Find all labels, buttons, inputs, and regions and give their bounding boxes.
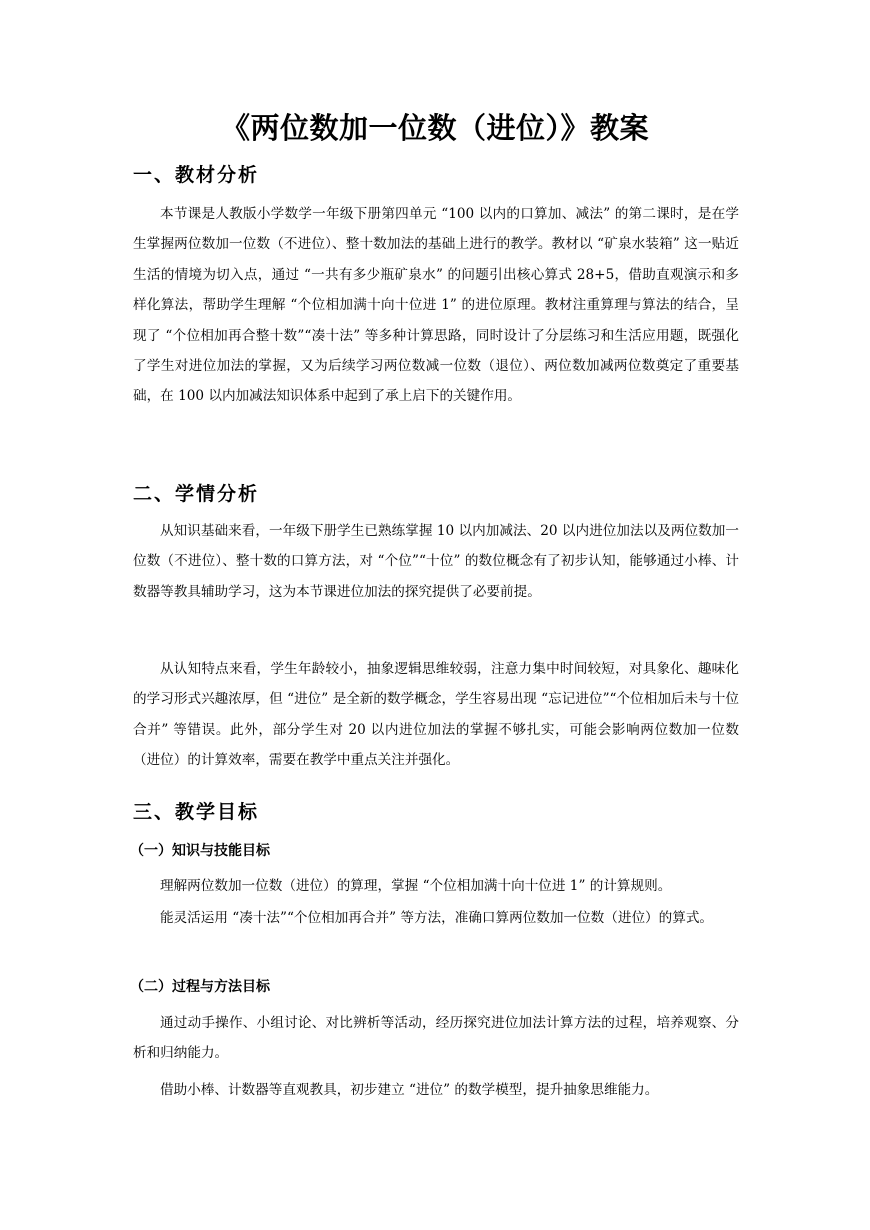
- paragraph-goal-process-1: 通过动手操作、小组讨论、对比辨析等活动，经历探究进位加法计算方法的过程，培养观察、分析和归纳能力。: [133, 1015, 739, 1062]
- paragraph-goal-knowledge-1: 理解两位数加一位数（进位）的算理，掌握 “个位相加满十向十位进 1” 的计算规则。: [160, 878, 672, 894]
- section-heading-learner-analysis: 二、学情分析: [133, 483, 260, 505]
- paragraph-knowledge-basis: 从知识基础来看，一年级下册学生已熟练掌握 10 以内加减法、20 以内进位加法以及两位数加一位数（不进位）、整十数的口算方法，对 “个位”“十位” 的数位概念有了初步认知，能够通过小棒、计数器等教具辅助学习，这为本节课进位加法的探究提供了必要前提。: [133, 523, 739, 600]
- paragraph-goal-knowledge-2: 能灵活运用 “凑十法”“个位相加再合并” 等方法，准确口算两位数加一位数（进位）的算式。: [160, 910, 713, 926]
- section-heading-teaching-goals: 三、教学目标: [133, 801, 260, 823]
- document-title: 《两位数加一位数（进位）》教案: [220, 111, 649, 145]
- subsection-heading-knowledge-skills: （一）知识与技能目标: [130, 843, 270, 859]
- paragraph-goal-process-2: 借助小棒、计数器等直观教具，初步建立 “进位” 的数学模型，提升抽象思维能力。: [160, 1082, 659, 1098]
- subsection-heading-process-methods: （二）过程与方法目标: [130, 979, 270, 995]
- section-heading-textbook-analysis: 一、教材分析: [133, 164, 260, 186]
- paragraph-cognitive-features: 从认知特点来看，学生年龄较小，抽象逻辑思维较弱，注意力集中时间较短，对具象化、趣味化的学习形式兴趣浓厚，但 “进位” 是全新的数学概念，学生容易出现 “忘记进位”“个位相加后未与十位合并” 等错误。此外，部分学生对 20 以内进位加法的掌握不够扎实，可能会影响两位数加一位数（进位）的计算效率，需要在教学中重点关注并强化。: [133, 661, 739, 769]
- paragraph-textbook-analysis: 本节课是人教版小学数学一年级下册第四单元 “100 以内的口算加、减法” 的第二课时，是在学生掌握两位数加一位数（不进位）、整十数加法的基础上进行的教学。教材以 “矿泉水装箱” 这一贴近生活的情境为切入点，通过 “一共有多少瓶矿泉水” 的问题引出核心算式 28+5，借助直观演示和多样化算法，帮助学生理解 “个位相加满十向十位进 1” 的进位原理。教材注重算理与算法的结合，呈现了 “个位相加再合整十数”“凑十法” 等多种计算思路，同时设计了分层练习和生活应用题，既强化了学生对进位加法的掌握，又为后续学习两位数减一位数（退位）、两位数加减两位数奠定了重要基础，在 100 以内加减法知识体系中起到了承上启下的关键作用。: [133, 206, 739, 405]
